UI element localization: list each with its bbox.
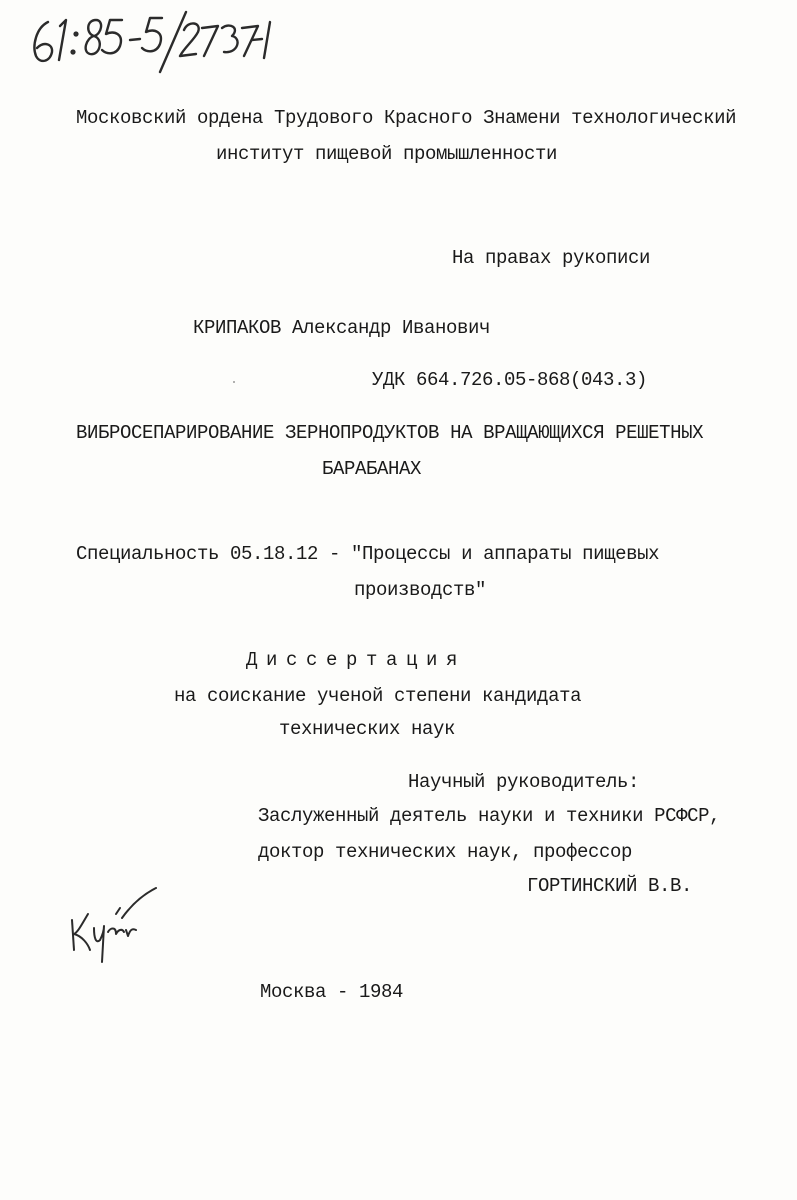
author-name: КРИПАКОВ Александр Иванович: [193, 317, 491, 339]
institution-line-2: институт пищевой промышленности: [216, 143, 558, 165]
dissertation-heading: Диссертация: [246, 649, 467, 671]
institution-line-1: Московский ордена Трудового Красного Знамени технологический: [76, 107, 737, 129]
advisor-title-line-2: доктор технических наук, профессор: [258, 841, 633, 863]
handwritten-signature: [64, 884, 164, 968]
degree-line-2: на соискание ученой степени кандидата: [174, 685, 582, 707]
handwritten-archive-code: [26, 8, 276, 74]
city-and-year: Москва - 1984: [260, 981, 404, 1003]
specialty-line-1: Специальность 05.18.12 - "Процессы и аппараты пищевых: [76, 543, 660, 565]
advisor-name: ГОРТИНСКИЙ В.В.: [527, 875, 693, 897]
advisor-label: Научный руководитель:: [408, 771, 640, 793]
manuscript-rights-note: На правах рукописи: [452, 247, 651, 269]
advisor-title-line-1: Заслуженный деятель науки и техники РСФСР,: [258, 805, 721, 827]
udc-code: УДК 664.726.05-868(043.3): [372, 369, 648, 391]
specialty-line-2: производств": [354, 579, 487, 601]
title-line-2: БАРАБАНАХ: [322, 458, 422, 480]
degree-line-3: технических наук: [279, 718, 456, 740]
title-line-1: ВИБРОСЕПАРИРОВАНИЕ ЗЕРНОПРОДУКТОВ НА ВРАЩАЮЩИХСЯ РЕШЕТНЫХ: [76, 422, 704, 444]
paper-speck: [233, 381, 235, 383]
